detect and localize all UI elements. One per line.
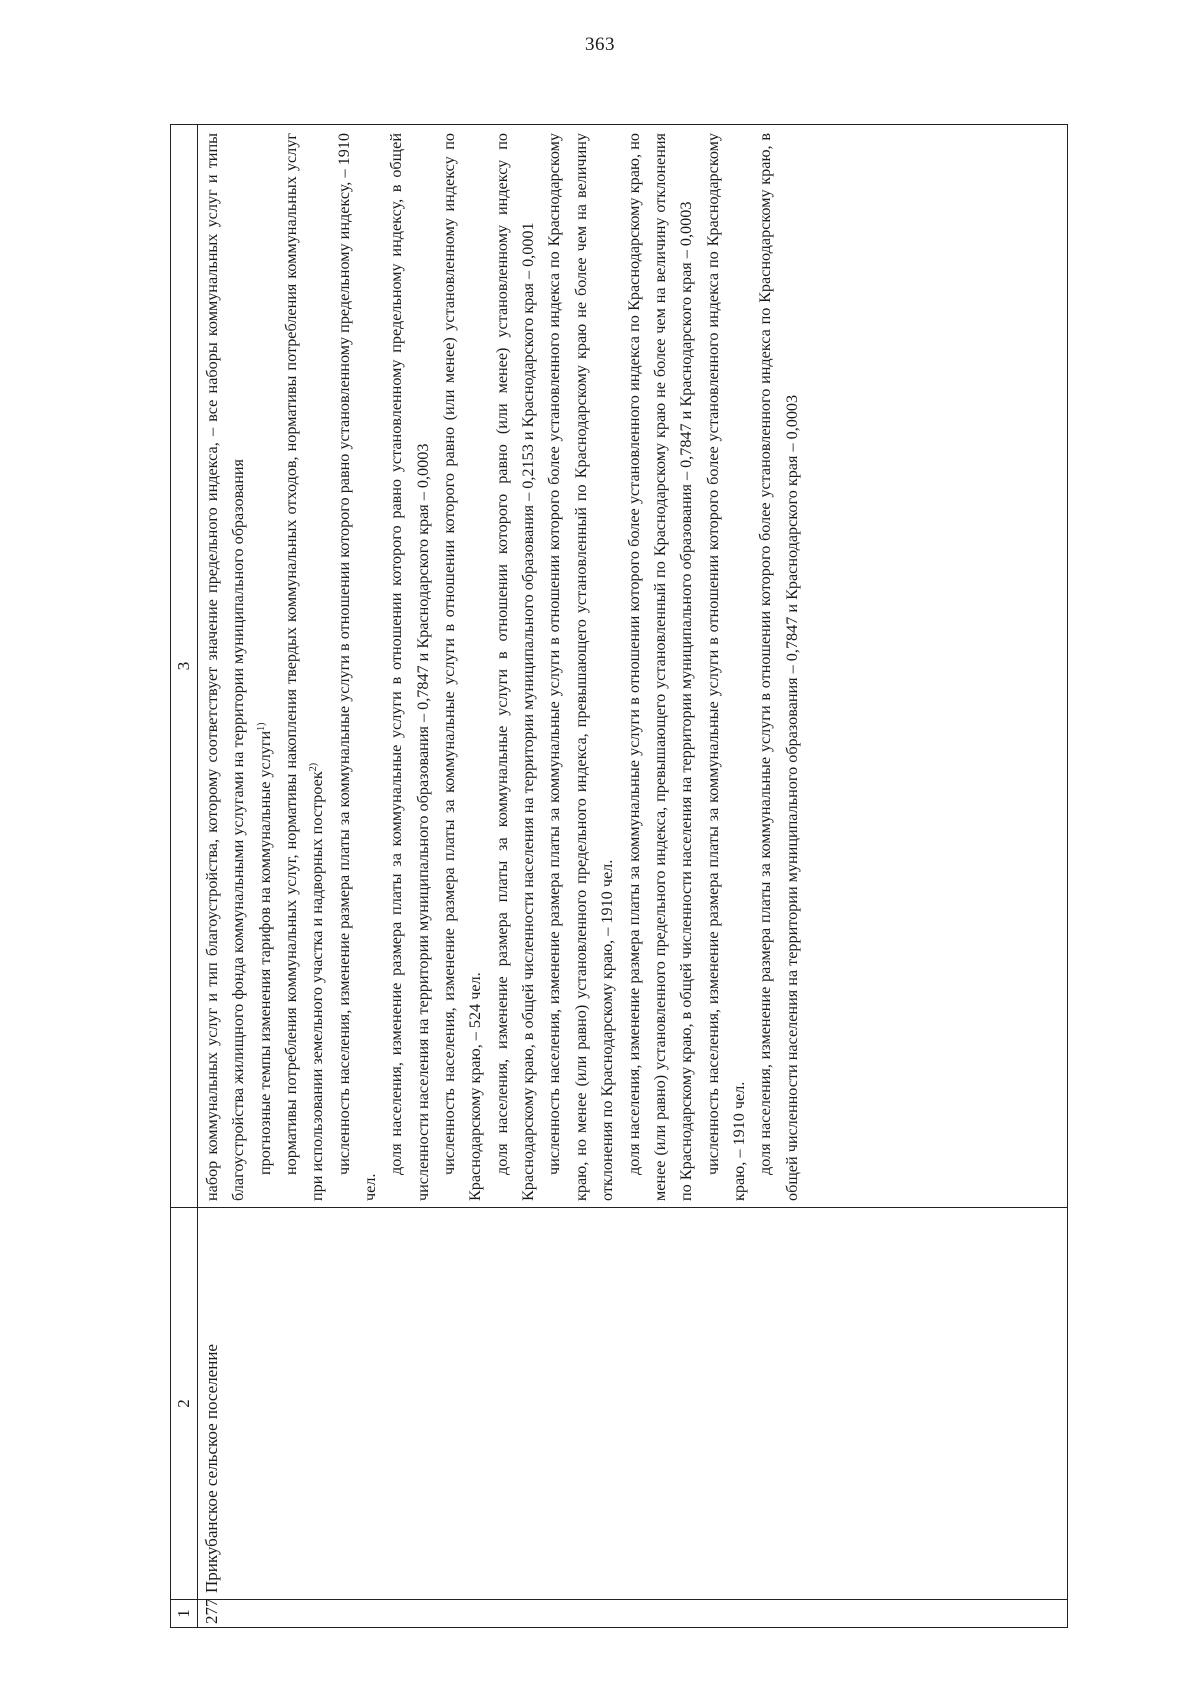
header-col-3: 3	[174, 661, 193, 671]
paragraph-population-below-regional: численность населения, изменение размера платы за коммунальные услуги в отношении которого равно (или менее) установленному индексу по Краснодарскому краю, – 524 чел.	[440, 133, 485, 1201]
paragraph-consumption-norms-text: нормативы потребления коммунальных услуг, нормативы накопления твердых коммунальных отходов, нормативы потребления коммунальных услуг при использовании земельного участка и надворных построек	[282, 133, 327, 1201]
row-details	[198, 125, 1067, 1207]
footnote-mark-1: 1)	[255, 722, 267, 731]
paragraph-consumption-norms	[278, 133, 331, 1201]
table-header-row	[171, 125, 198, 1627]
page-number: 363	[585, 34, 615, 55]
paragraph-share-above-regional: доля населения, изменение размера платы за коммунальные услуги в отношении которого более установленного индекса по Краснодарскому краю, в общей численности населения на территории муниципального образования – 0,7847 и Краснодарского края – 0,0003	[756, 133, 801, 1201]
paragraph-population-within-deviation: численность населения, изменение размера платы за коммунальные услуги в отношении которого более установленного индекса по Краснодарскому краю, но менее (или равно) установленного предельного индекса, превышающего установленный по Краснодарскому краю не более чем на величину отклонения по Краснодарскому краю, – 1910 чел.	[545, 133, 617, 1201]
paragraph-tariff-rates-text: прогнозные темпы изменения тарифов на коммунальные услуги	[255, 730, 274, 1175]
paragraph-service-set: набор коммунальных услуг и тип благоустройства, которому соответствует значение предельного индекса, – все наборы коммунальных услуг и типы благоустройства жилищного фонда коммунальными услугами на территории муниципального образования	[203, 133, 248, 1201]
settlement-name: Прикубанское сельское поселение	[198, 1207, 1067, 1599]
header-col-1: 1	[171, 1599, 197, 1627]
footnote-mark-2: 2)	[308, 762, 320, 772]
paragraph-population-above-regional: численность населения, изменение размера платы за коммунальные услуги в отношении которого более установленного индекса по Краснодарскому краю, – 1910 чел.	[703, 133, 748, 1201]
data-table	[170, 124, 1068, 1628]
paragraph-share-equal-limit: доля населения, изменение размера платы за коммунальные услуги в отношении которого равно установленному предельному индексу, в общей численности населения на территории муниципального образования – 0,7847 и Краснодарского края – 0,0003	[387, 133, 432, 1201]
paragraph-population-equal-limit: численность населения, изменение размера платы за коммунальные услуги в отношении которого равно установленному предельному индексу, – 1910 чел.	[334, 133, 380, 1201]
header-col-2: 2	[171, 1207, 197, 1599]
paragraph-share-below-regional: доля населения, изменение размера платы за коммунальные услуги в отношении которого равно (или менее) установленному индексу по Краснодарскому краю, в общей численности населения на территории муниципального образования – 0,2153 и Краснодарского края – 0,0001	[492, 133, 538, 1201]
paragraph-share-within-deviation: доля населения, изменение размера платы за коммунальные услуги в отношении которого более установленного индекса по Краснодарскому краю, но менее (или равно) установленного предельного индекса, превышающего установленный по Краснодарскому краю не более чем на величину отклонения по Краснодарскому краю, в общей численности населения на территории муниципального образования – 0,7847 и Краснодарского края – 0,0003	[624, 133, 696, 1201]
paragraph-tariff-rates	[252, 133, 278, 1201]
table-row	[198, 125, 1067, 1627]
row-number: 277	[198, 1599, 1067, 1627]
